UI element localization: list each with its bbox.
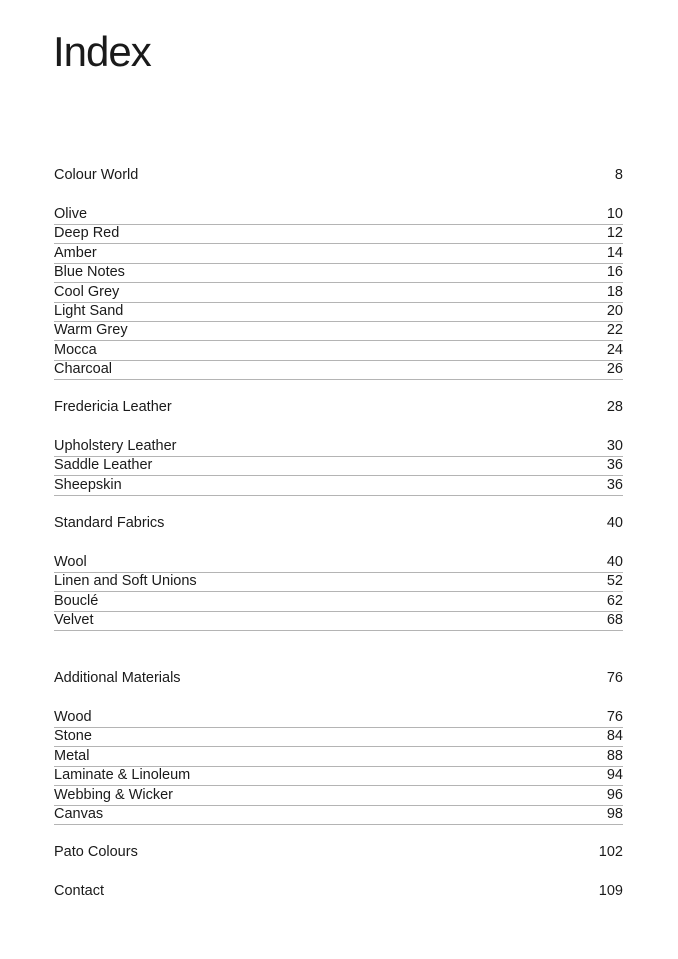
index-entry-page: 12 xyxy=(606,225,623,242)
index-entry-label: Wool xyxy=(54,554,87,570)
index-entry[interactable] xyxy=(54,708,623,728)
index-entry-page: 40 xyxy=(606,554,623,570)
index-entry-page: 36 xyxy=(606,457,623,474)
section-heading[interactable] xyxy=(54,843,623,862)
index-entry[interactable] xyxy=(54,263,623,283)
index-entry[interactable] xyxy=(54,244,623,264)
index-entry-page: 30 xyxy=(606,438,623,454)
index-entry-page: 22 xyxy=(606,322,623,339)
section-heading[interactable] xyxy=(54,166,623,185)
index-entry-page: 96 xyxy=(606,786,623,803)
index-entry-page: 98 xyxy=(606,806,623,822)
index-entry-label: Mocca xyxy=(54,341,97,358)
index-entry[interactable] xyxy=(54,611,623,631)
section-heading-page: 76 xyxy=(606,670,623,686)
section-heading-label: Fredericia Leather xyxy=(54,399,172,415)
index-entry[interactable] xyxy=(54,456,623,476)
index-entry-label: Saddle Leather xyxy=(54,457,153,474)
index-entry-page: 36 xyxy=(606,476,623,493)
index-entry-page: 62 xyxy=(606,592,623,609)
index-entry-page: 76 xyxy=(606,709,623,725)
index-entry-page: 24 xyxy=(606,341,623,358)
index-entry-label: Charcoal xyxy=(54,361,113,378)
index-entry[interactable] xyxy=(54,302,623,322)
index-entry[interactable] xyxy=(54,321,623,341)
index-entry-page: 10 xyxy=(606,206,623,222)
index-entry[interactable] xyxy=(54,572,623,592)
section-heading-label: Additional Materials xyxy=(54,670,181,686)
index-entry-label: Sheepskin xyxy=(54,476,122,493)
index-entry[interactable] xyxy=(54,747,623,767)
index-entry-label: Stone xyxy=(54,728,92,745)
section-heading[interactable] xyxy=(54,882,623,901)
section-heading-page: 8 xyxy=(614,167,623,183)
index-entry-page: 16 xyxy=(606,264,623,281)
index-entry[interactable] xyxy=(54,727,623,747)
index-entry-page: 88 xyxy=(606,747,623,764)
index-entry-page: 84 xyxy=(606,728,623,745)
index-entry[interactable] xyxy=(54,224,623,244)
section-heading[interactable] xyxy=(54,398,623,417)
index-entry[interactable] xyxy=(54,283,623,303)
index-entry[interactable] xyxy=(54,341,623,361)
index-entry-label: Cool Grey xyxy=(54,283,120,300)
index-entry-label: Deep Red xyxy=(54,225,120,242)
index-entry-page: 18 xyxy=(606,283,623,300)
index-entry-label: Blue Notes xyxy=(54,264,125,281)
index-entry-label: Amber xyxy=(54,244,97,261)
section-heading-page: 102 xyxy=(598,844,623,860)
index-entry[interactable] xyxy=(54,786,623,806)
index-entry[interactable] xyxy=(54,805,623,825)
index-entry-page: 26 xyxy=(606,361,623,378)
index-entry-label: Light Sand xyxy=(54,303,124,319)
index-entry[interactable] xyxy=(54,437,623,457)
section-heading[interactable] xyxy=(54,514,623,533)
index-entry[interactable] xyxy=(54,553,623,573)
index-entry[interactable] xyxy=(54,205,623,225)
index-entry-label: Laminate & Linoleum xyxy=(54,767,191,784)
index-entry[interactable] xyxy=(54,360,623,380)
index-entry-label: Webbing & Wicker xyxy=(54,786,173,803)
index-entry-label: Warm Grey xyxy=(54,322,128,339)
page-title: Index xyxy=(53,28,151,75)
index-entry[interactable] xyxy=(54,766,623,786)
index-entry-label: Wood xyxy=(54,709,92,725)
section-heading-label: Pato Colours xyxy=(54,844,138,860)
index-entry[interactable] xyxy=(54,476,623,496)
index-entry-page: 20 xyxy=(606,303,623,319)
index-entry-label: Metal xyxy=(54,747,90,764)
section-heading-label: Standard Fabrics xyxy=(54,515,165,531)
index-entry-page: 68 xyxy=(606,612,623,629)
section-heading-page: 28 xyxy=(606,399,623,415)
index-entry-label: Upholstery Leather xyxy=(54,438,177,454)
index-entry-page: 14 xyxy=(606,244,623,261)
index-entry-page: 94 xyxy=(606,767,623,784)
section-heading-label: Contact xyxy=(54,883,104,899)
index-entry-page: 52 xyxy=(606,573,623,590)
section-heading-page: 109 xyxy=(598,883,623,899)
index-entry-label: Linen and Soft Unions xyxy=(54,573,197,590)
index-entry-label: Canvas xyxy=(54,806,104,822)
index-entry[interactable] xyxy=(54,592,623,612)
index-entry-label: Olive xyxy=(54,206,88,222)
section-heading-label: Colour World xyxy=(54,167,139,183)
section-heading[interactable] xyxy=(54,669,623,688)
index-entry-label: Bouclé xyxy=(54,592,99,609)
section-heading-page: 40 xyxy=(606,515,623,531)
index-entry-label: Velvet xyxy=(54,612,94,629)
